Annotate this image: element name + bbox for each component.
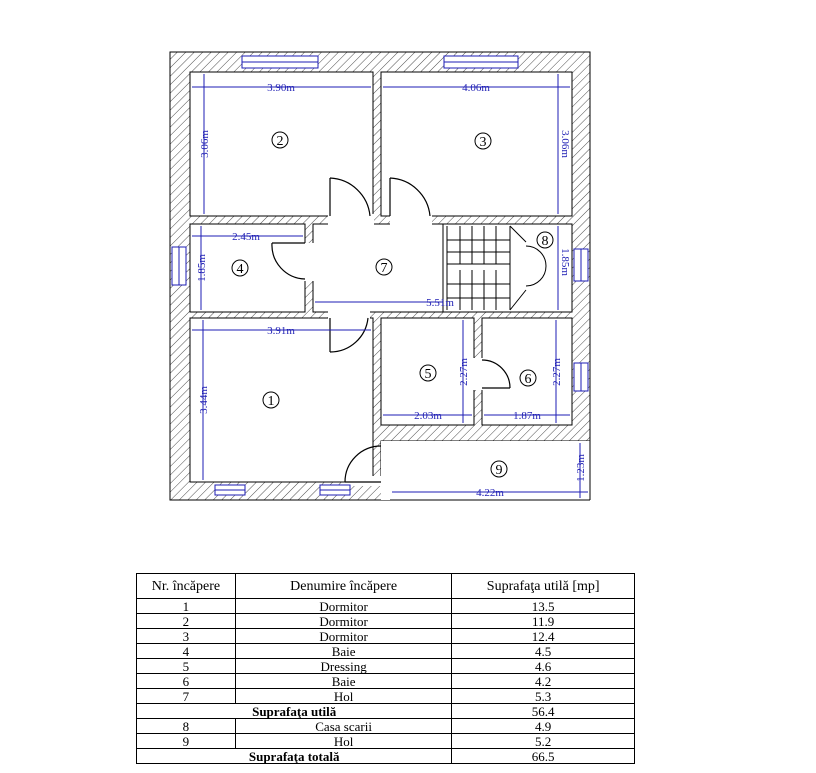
room-area-table [136, 573, 635, 764]
room-number: 4 [236, 262, 244, 277]
room-name: Dormitor [235, 629, 452, 644]
dimension-label: 3.90m [267, 82, 295, 94]
dimension-label: 1.85m [196, 254, 208, 282]
dimension-label: 3.06m [559, 130, 571, 158]
room-area: 4.5 [452, 644, 635, 659]
subtotal-area: 56.4 [452, 704, 635, 719]
dimension-label: 4.22m [476, 487, 504, 499]
room-number: 1 [267, 394, 275, 409]
dimension-label: 1.23m [575, 454, 587, 482]
dimension-label: 2.03m [414, 410, 442, 422]
room-area: 5.3 [452, 689, 635, 704]
room-area: 4.6 [452, 659, 635, 674]
column-header: Nr. încăpere [137, 574, 236, 599]
room-number: 5 [424, 367, 432, 382]
walls [170, 52, 590, 500]
table-row [137, 719, 635, 734]
room-area: 5.2 [452, 734, 635, 749]
table-row [137, 644, 635, 659]
room-nr: 8 [137, 719, 236, 734]
room-number: 6 [524, 372, 532, 387]
room-name: Hol [235, 689, 452, 704]
dimension-label: 2.27m [458, 358, 470, 386]
room-nr: 2 [137, 614, 236, 629]
room-number: 3 [479, 135, 487, 150]
table-row [137, 659, 635, 674]
dimension-label: 2.45m [232, 231, 260, 243]
dimension-label: 3.91m [267, 325, 295, 337]
column-header: Suprafaţa utilă [mp] [452, 574, 635, 599]
room-name: Baie [235, 644, 452, 659]
table-row [137, 689, 635, 704]
subtotal-label: Suprafaţa utilă [137, 704, 452, 719]
total-row [137, 749, 635, 764]
room-nr: 5 [137, 659, 236, 674]
room-name: Dormitor [235, 599, 452, 614]
room-number: 8 [541, 234, 549, 249]
room-area: 4.2 [452, 674, 635, 689]
total-label: Suprafaţa totală [137, 749, 452, 764]
room-number: 9 [495, 463, 503, 478]
total-area: 66.5 [452, 749, 635, 764]
room-area: 11.9 [452, 614, 635, 629]
room-name: Casa scarii [235, 719, 452, 734]
room-nr: 6 [137, 674, 236, 689]
dimension-label: 1.85m [559, 248, 571, 276]
dimension-label: 3.06m [199, 130, 211, 158]
dimension-label: 4.06m [462, 82, 490, 94]
dimension-label: 1.87m [513, 410, 541, 422]
table-row [137, 599, 635, 614]
dimension-label: 2.27m [551, 358, 563, 386]
room-area: 13.5 [452, 599, 635, 614]
dimension-label: 3.44m [198, 386, 210, 414]
room-name: Dormitor [235, 614, 452, 629]
room-nr: 3 [137, 629, 236, 644]
table-row [137, 629, 635, 644]
table-header-row [137, 574, 635, 599]
dimension-label: 5.51m [426, 297, 454, 309]
stairs [447, 226, 546, 310]
room-name: Hol [235, 734, 452, 749]
room-nr: 4 [137, 644, 236, 659]
room-area: 4.9 [452, 719, 635, 734]
room-nr: 7 [137, 689, 236, 704]
room-nr: 9 [137, 734, 236, 749]
subtotal-row [137, 704, 635, 719]
table-row [137, 614, 635, 629]
table-row [137, 674, 635, 689]
column-header: Denumire încăpere [235, 574, 452, 599]
room-number: 2 [276, 134, 284, 149]
room-name: Baie [235, 674, 452, 689]
room-nr: 1 [137, 599, 236, 614]
room-name: Dressing [235, 659, 452, 674]
room-number: 7 [380, 261, 388, 276]
room-area: 12.4 [452, 629, 635, 644]
table-row [137, 734, 635, 749]
